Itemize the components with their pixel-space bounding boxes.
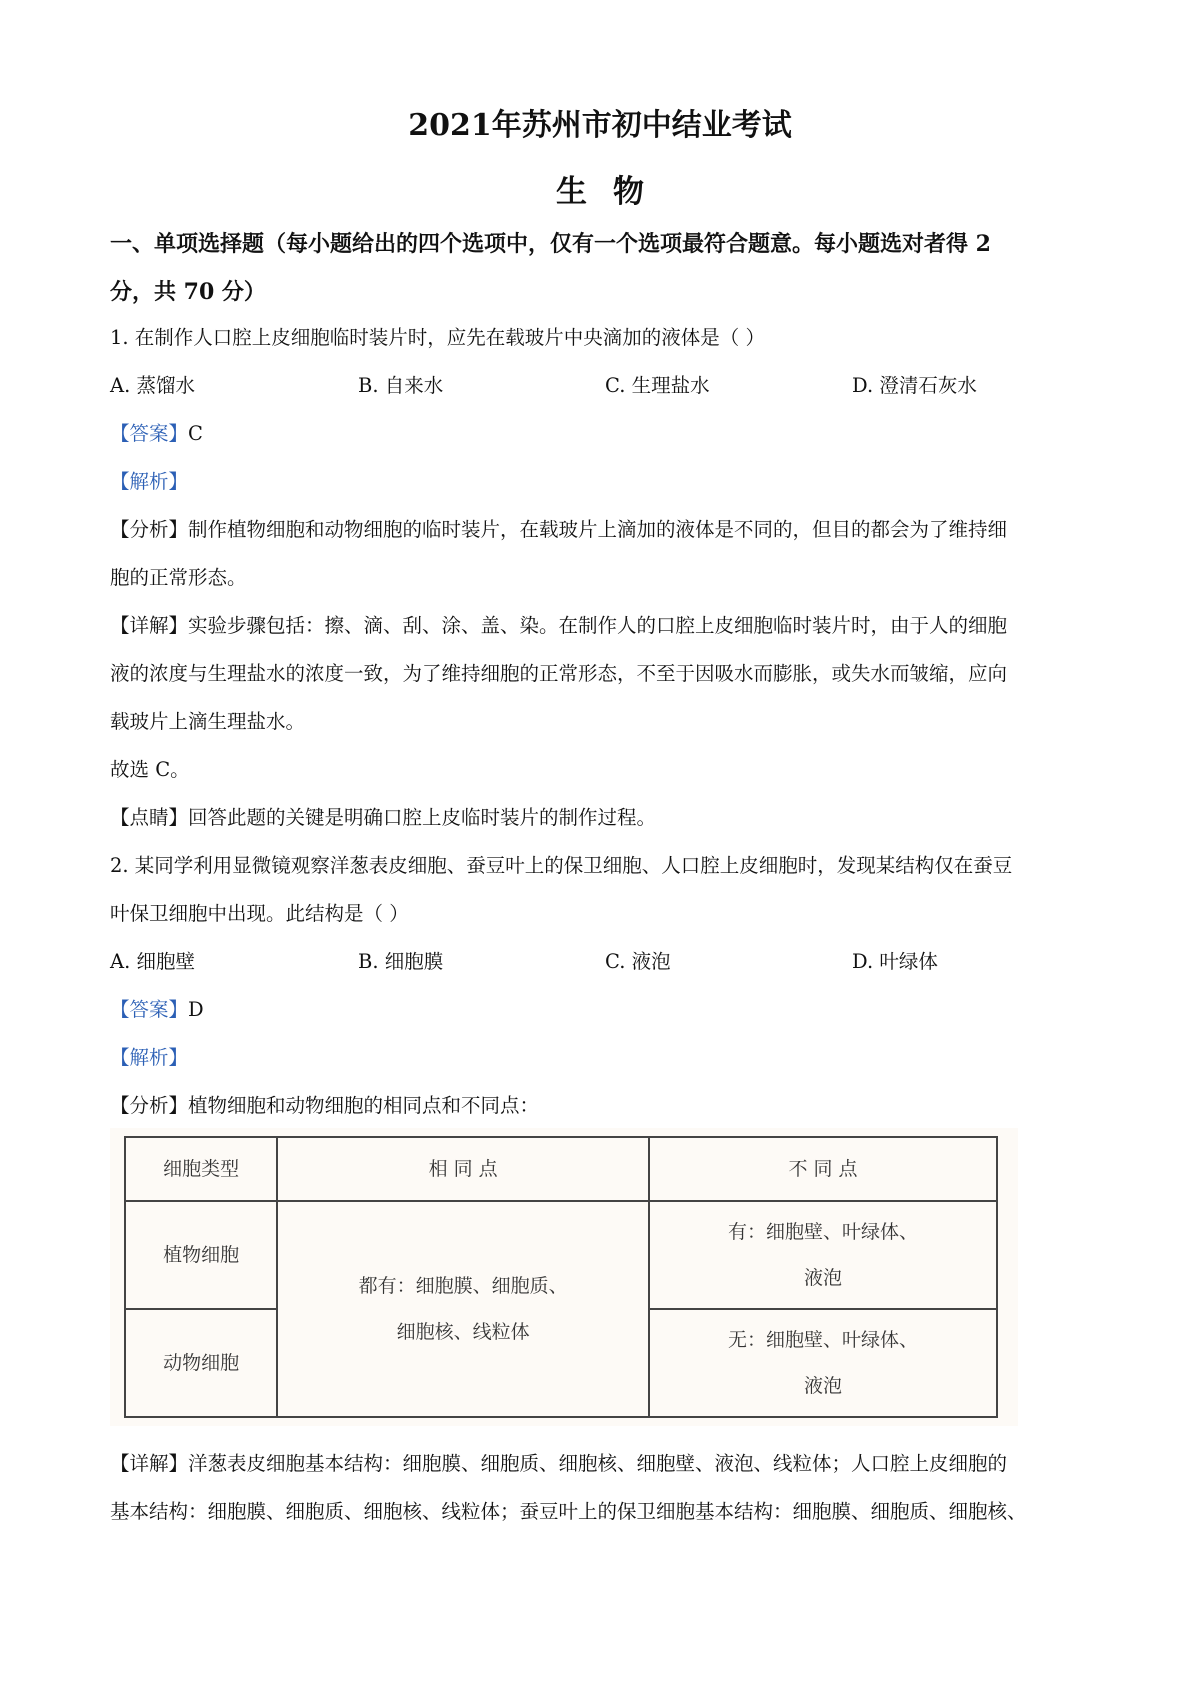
q1-stem: 1. 在制作人口腔上皮细胞临时装片时，应先在载玻片中央滴加的液体是（ ） <box>110 326 766 349</box>
q2-option-b: B. 细胞膜 <box>358 950 444 973</box>
q2-answer <box>110 996 1100 1024</box>
q2-stem-line1: 2. 某同学利用显微镜观察洋葱表皮细胞、蚕豆叶上的保卫细胞、人口腔上皮细胞时，发现某结构仅在蚕豆 <box>110 854 1013 877</box>
q1-xiangjie-line2: 液的浓度与生理盐水的浓度一致，为了维持细胞的正常形态，不至于因吸水而膨胀，或失水而皱缩，应向 <box>110 662 1008 685</box>
table-plant-diff-line1: 有：细胞壁、叶绿体、 <box>727 1221 918 1243</box>
exam-title: 2021年苏州市初中结业考试 <box>408 108 792 143</box>
table-row-animal-label: 动物细胞 <box>125 1309 277 1417</box>
q1-option-b: B. 自来水 <box>358 374 444 397</box>
table-row-plant-label: 植物细胞 <box>125 1201 277 1309</box>
table-same-line2: 细胞核、线粒体 <box>396 1321 530 1343</box>
q1-answer-label: 【答案】 <box>110 422 189 445</box>
q1-fenxi-line1: 【分析】制作植物细胞和动物细胞的临时装片，在载玻片上滴加的液体是不同的，但目的都会为了维持细 <box>110 518 1008 541</box>
table-header-diff: 不 同 点 <box>649 1137 997 1201</box>
table-plant-diff-line2: 液泡 <box>803 1267 842 1289</box>
subject-title: 生物 <box>556 174 670 210</box>
q1-xiangjie-line3: 载玻片上滴生理盐水。 <box>110 710 306 733</box>
table-header-same: 相 同 点 <box>277 1137 649 1201</box>
q1-answer <box>110 420 1100 448</box>
table-same-line1: 都有：细胞膜、细胞质、 <box>358 1275 568 1297</box>
q2-xiangjie-line1: 【详解】洋葱表皮细胞基本结构：细胞膜、细胞质、细胞核、细胞壁、液泡、线粒体；人口腔上皮细胞的 <box>110 1452 1008 1475</box>
q1-option-d: D. 澄清石灰水 <box>852 374 977 397</box>
q1-analysis-label: 【解析】 <box>110 470 189 493</box>
section-heading-line1: 一、单项选择题（每小题给出的四个选项中，仅有一个选项最符合题意。每小题选对者得 2 <box>110 231 991 257</box>
q2-fenxi: 【分析】植物细胞和动物细胞的相同点和不同点： <box>110 1094 540 1117</box>
table-same-cell <box>277 1201 649 1417</box>
table-animal-diff-cell <box>649 1309 997 1417</box>
q1-answer-value: C <box>188 422 203 445</box>
q2-answer-label: 【答案】 <box>110 998 189 1021</box>
q2-analysis-label: 【解析】 <box>110 1046 189 1069</box>
q2-stem-line2: 叶保卫细胞中出现。此结构是（ ） <box>110 902 409 925</box>
q1-dianjing: 【点睛】回答此题的关键是明确口腔上皮临时装片的制作过程。 <box>110 806 657 829</box>
q2-option-d: D. 叶绿体 <box>852 950 938 973</box>
q1-fenxi-line2: 胞的正常形态。 <box>110 566 247 589</box>
q1-option-c: C. 生理盐水 <box>605 374 710 397</box>
section-heading-line2: 分，共 70 分） <box>110 279 266 305</box>
cell-comparison-figure <box>110 1128 1018 1426</box>
q1-option-a: A. 蒸馏水 <box>110 374 195 397</box>
table-animal-diff-line2: 液泡 <box>803 1375 842 1397</box>
table-plant-diff-cell <box>649 1201 997 1309</box>
q1-xiangjie-line1: 【详解】实验步骤包括：擦、滴、刮、涂、盖、染。在制作人的口腔上皮细胞临时装片时，由于人的细胞 <box>110 614 1008 637</box>
q2-answer-value: D <box>188 998 204 1021</box>
table-header-type: 细胞类型 <box>125 1137 277 1201</box>
table-animal-diff-line1: 无：细胞壁、叶绿体、 <box>727 1329 918 1351</box>
cell-comparison-table <box>124 1136 998 1418</box>
q1-conclusion: 故选 C。 <box>110 758 190 781</box>
q2-option-a: A. 细胞壁 <box>110 950 195 973</box>
q2-option-c: C. 液泡 <box>605 950 671 973</box>
q2-xiangjie-line2: 基本结构：细胞膜、细胞质、细胞核、线粒体；蚕豆叶上的保卫细胞基本结构：细胞膜、细胞质、细胞核、 <box>110 1500 1027 1523</box>
